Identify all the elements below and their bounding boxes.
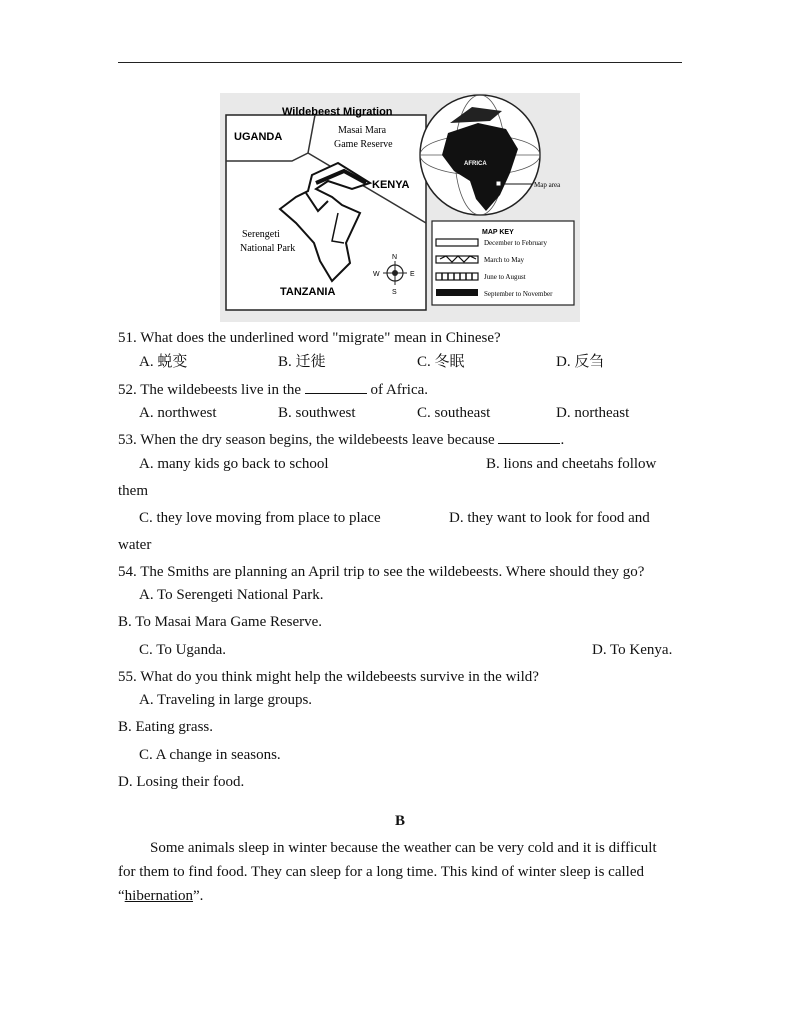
hibernation-word: hibernation	[124, 888, 193, 904]
quote-open: “	[118, 888, 125, 904]
section-b-line-2: for them to find food. They can sleep for a long time. This kind of winter sleep is called	[118, 864, 644, 880]
map-label-uganda: UGANDA	[234, 131, 283, 143]
map-label-tanzania: TANZANIA	[280, 286, 336, 298]
q55-option-d: D. Losing their food.	[118, 774, 245, 790]
q52-option-b: B. southwest	[278, 405, 356, 421]
q52-stem-after: of Africa.	[370, 382, 429, 398]
q53-option-a: A. many kids go back to school	[139, 456, 329, 472]
q55-stem: 55. What do you think might help the wildebeests survive in the wild?	[118, 669, 539, 685]
q54-option-a: A. To Serengeti National Park.	[139, 587, 324, 603]
compass-w: W	[373, 271, 380, 278]
quote-close: ”.	[193, 888, 204, 904]
globe-label-africa: AFRICA	[464, 161, 487, 167]
q53-option-b: B. lions and cheetahs follow	[486, 456, 657, 472]
q53-option-c: C. they love moving from place to place	[139, 510, 381, 526]
q52-option-d: D. northeast	[556, 405, 630, 421]
q51-stem: 51. What does the underlined word "migrate" mean in Chinese?	[118, 330, 501, 346]
q54-option-d: D. To Kenya.	[592, 642, 673, 658]
q52-stem-before: 52. The wildebeests live in the	[118, 382, 302, 398]
q51-option-c: C. 冬眠	[417, 354, 465, 370]
q51-option-a: A. 蜕变	[139, 354, 188, 370]
q52-option-c: C. southeast	[417, 405, 491, 421]
map-key-title: MAP KEY	[482, 229, 514, 236]
q53-stem-after: .	[560, 432, 565, 448]
map-title: Wildebeest Migration	[282, 106, 393, 118]
q53-blank	[498, 431, 560, 444]
q54-option-b: B. To Masai Mara Game Reserve.	[118, 614, 323, 630]
q54-stem: 54. The Smiths are planning an April trip to see the wildebeests. Where should they go?	[118, 564, 645, 580]
compass-e: E	[410, 271, 415, 278]
compass-s: S	[392, 289, 397, 296]
map-label-serengeti-1: Serengeti	[242, 229, 280, 240]
q51-option-d: D. 反刍	[556, 354, 605, 370]
q54-option-c: C. To Uganda.	[139, 642, 226, 658]
q55-option-a: A. Traveling in large groups.	[139, 692, 313, 708]
compass-n: N	[392, 254, 398, 261]
q53-option-d-cont: water	[118, 537, 152, 553]
wildebeest-migration-map	[220, 93, 580, 322]
top-rule	[118, 62, 682, 63]
map-key-item-2: March to May	[484, 256, 525, 264]
map-key-item-3: June to August	[484, 273, 526, 281]
section-b-heading: B	[394, 813, 405, 829]
q53-option-d: D. they want to look for food and	[449, 510, 650, 526]
globe-label-map-area: Map area	[534, 181, 561, 189]
q53-stem	[118, 431, 564, 449]
map-key-item-4: September to November	[484, 290, 553, 298]
map-label-serengeti-2: National Park	[240, 243, 296, 254]
section-b-line-3	[118, 887, 203, 905]
q52-stem	[118, 381, 428, 399]
map-label-masai-2: Game Reserve	[334, 139, 393, 150]
map-key-item-1: December to February	[484, 239, 547, 247]
q52-option-a: A. northwest	[139, 405, 217, 421]
section-b-line-1: Some animals sleep in winter because the weather can be very cold and it is difficult	[150, 840, 657, 856]
map-label-masai-1: Masai Mara	[338, 125, 387, 136]
map-label-kenya: KENYA	[372, 179, 410, 191]
q52-blank	[305, 381, 367, 394]
q51-option-b: B. 迁徙	[278, 354, 326, 370]
q53-option-b-cont: them	[118, 483, 148, 499]
q53-stem-before: 53. When the dry season begins, the wildebeests leave because	[118, 432, 495, 448]
q55-option-b: B. Eating grass.	[118, 719, 213, 735]
q55-option-c: C. A change in seasons.	[139, 747, 281, 763]
